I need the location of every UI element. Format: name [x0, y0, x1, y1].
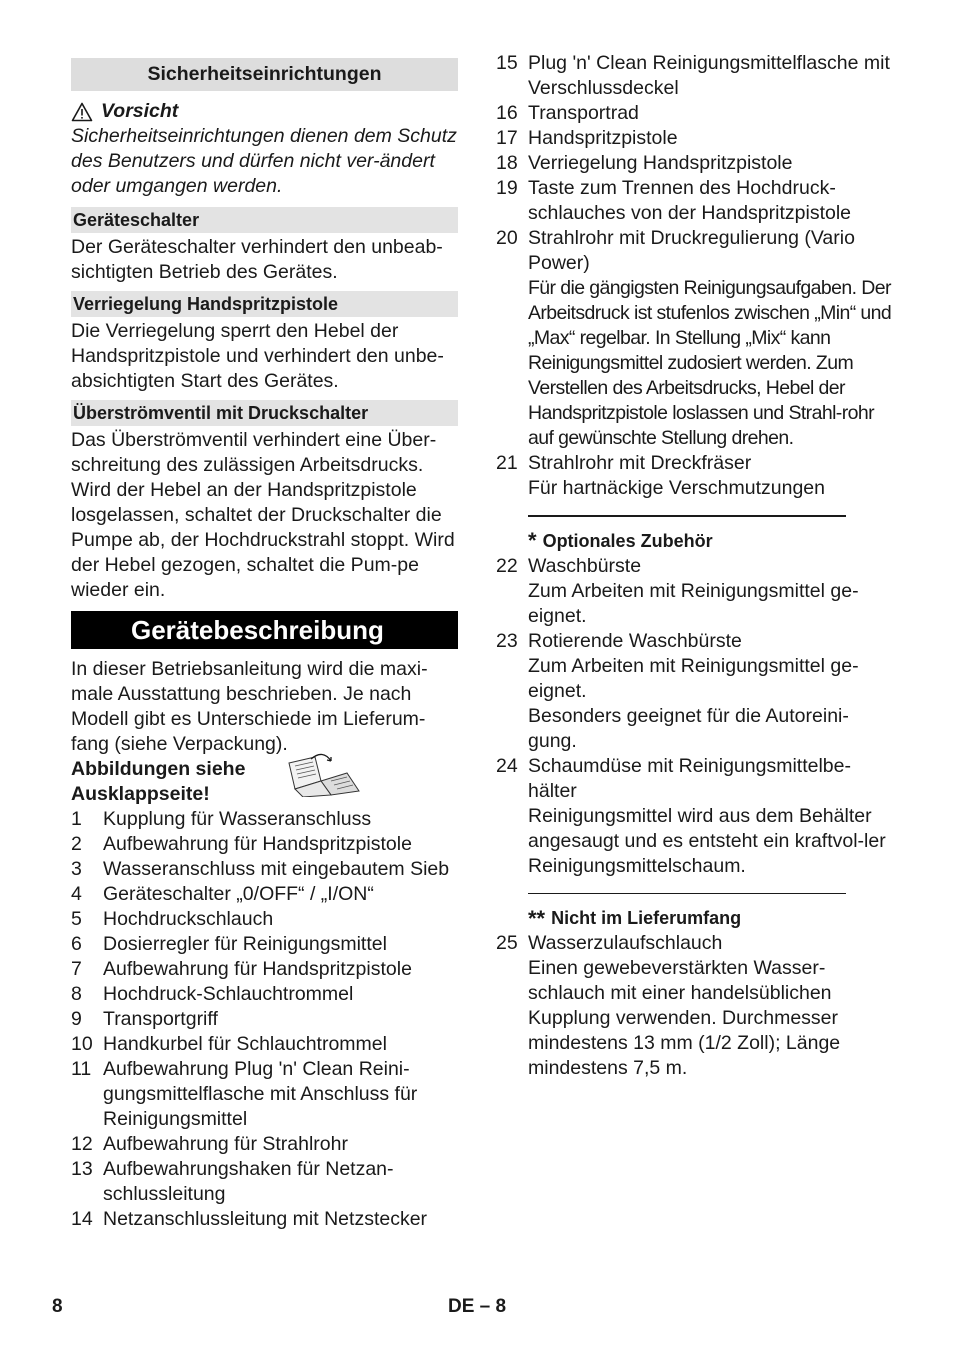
subsection-title: Geräteschalter [71, 207, 458, 233]
list-item: 15 Plug 'n' Clean Reinigungsmittelflasche mit Verschlussdeckel [496, 52, 890, 99]
description-intro: In dieser Betriebsanleitung wird die maxi-male Ausstattung beschrieben. Je nach Modell gibt es Unterschiede im Lieferum-fang (siehe Verpackung). [71, 658, 428, 755]
item-text: Kupplung für Wasseranschluss [103, 808, 372, 830]
list-item [71, 1057, 458, 1132]
subsection-title: Verriegelung Handspritzpistole [71, 291, 458, 317]
item-number: 3 [71, 858, 82, 880]
caution-heading [71, 99, 458, 124]
list-item [71, 1007, 458, 1032]
item-description: Reinigungsmittel wird aus dem Behälter angesaugt und es entsteht ein kraftvol-ler Reinigungsmittelschaum. [528, 804, 886, 877]
list-item [71, 907, 458, 932]
item-number: 11 [71, 1058, 92, 1080]
item-title: Strahlrohr mit Druckregulierung (Vario Power) [528, 227, 855, 274]
list-item [71, 882, 458, 907]
item-number: 1 [71, 808, 82, 830]
optional-accessories-title: Optionales Zubehör [542, 530, 713, 551]
optional-list [496, 554, 896, 879]
item-text: Hochdruck-Schlauchtrommel [103, 983, 354, 1005]
item-title: Strahlrohr mit Dreckfräser [528, 452, 752, 474]
divider [528, 515, 846, 517]
item-number: 2 [71, 833, 82, 855]
item-title: Rotierende Waschbürste [528, 629, 742, 652]
warning-triangle-icon [71, 102, 93, 122]
parts-list [71, 807, 458, 1232]
item-text: Aufbewahrung für Handspritzpistole [103, 958, 412, 980]
item-description-extra: Besonders geeignet für die Autoreini-gung. [528, 704, 849, 752]
caution-text: Sicherheitseinrichtungen dienen dem Schutz des Benutzers und dürfen nicht ver-ändert oder umgangen werden. [71, 125, 457, 197]
list-item: 16 Transportrad [496, 102, 639, 124]
list-item [71, 1157, 458, 1207]
item-number: 13 [71, 1158, 93, 1180]
item-description: Für die gängigsten Reinigungsaufgaben. Der Arbeitsdruck ist stufenlos zwischen „Min“ und „Max“ regelbar. In Stellung „Mix“ kann Reinigungsmittel zudosiert werden. Zum Verstellen des Arbeitsdrucks, Hebel der Handspritzpistole loslassen und Strahl-rohr auf gewünschte Stellung drehen. [528, 277, 892, 449]
list-item [71, 1132, 458, 1157]
list-item: 25 Wasserzulaufschlauch Einen gewebeverstärkten Wasser-schlauch mit einer handelsüblichen Kupplung verwenden. Durchmesser mindestens 13 mm (1/2 Zoll); Länge mindestens 7,5 m. [496, 931, 896, 1081]
subsection-text: Das Überströmventil verhindert eine Über-schreitung des zulässigen Arbeitsdrucks. Wird der Hebel an der Handspritzpistole losgelassen, schaltet der Druckschalter die Pumpe ab, der Hochdruckstrahl stoppt. Wird der Hebel gezogen, schaltet die Pum-pe wieder ein. [71, 429, 455, 601]
list-item: 21 Strahlrohr mit Dreckfräser Für hartnäckige Verschmutzungen [496, 451, 896, 501]
subsection-text: Der Geräteschalter verhindert den unbeab-sichtigten Betrieb des Gerätes. [71, 236, 443, 283]
item-text: Hochdruckschlauch [103, 908, 274, 930]
item-number: 14 [71, 1208, 93, 1230]
item-text: Transportgriff [103, 1008, 218, 1030]
item-description: Für hartnäckige Verschmutzungen [528, 477, 825, 499]
item-number: 9 [71, 1008, 82, 1030]
page-number: 8 [52, 1296, 63, 1317]
caution-label: Vorsicht [101, 100, 179, 122]
item-text: Aufbewahrung für Strahlrohr [103, 1133, 348, 1155]
subsection-title: Überströmventil mit Druckschalter [71, 400, 458, 426]
not-included-list [496, 931, 896, 1081]
item-number: 8 [71, 983, 82, 1005]
double-asterisk-icon: ** [528, 905, 546, 931]
list-item: 20 Strahlrohr mit Druckregulierung (Vario Power) Für die gängigsten Reinigungsaufgaben. Der Arbeitsdruck ist stufenlos zwischen „Min“ und „Max“ regelbar. In Stellung „Mix“ kann Reinigungsmittel zudosiert werden. Zum Verstellen des Arbeitsdrucks, Hebel der Handspritzpistole loslassen und Strahl-rohr auf gewünschte Stellung drehen. [496, 226, 896, 451]
list-item: 23 Rotierende Waschbürste Zum Arbeiten mit Reinigungsmittel ge-eignet. Besonders geeignet für die Autoreini-gung. [496, 629, 896, 754]
list-item: 17 Handspritzpistole [496, 127, 678, 149]
list-item [71, 1032, 458, 1057]
item-description: Zum Arbeiten mit Reinigungsmittel ge-eignet. [528, 654, 859, 702]
list-item: 18 Verriegelung Handspritzpistole [496, 152, 793, 174]
optional-accessories-heading [496, 529, 896, 554]
figure-note: Abbildungen siehe Ausklappseite! [71, 758, 246, 805]
section-title-safety: Sicherheitseinrichtungen [71, 58, 458, 91]
fold-out-page-icon [281, 751, 361, 797]
item-title: Waschbürste [528, 554, 642, 577]
divider [528, 893, 846, 895]
list-item: 24 Schaumdüse mit Reinigungsmittelbe-hälter Reinigungsmittel wird aus dem Behälter angesaugt und es entsteht ein kraftvol-ler Reinigungsmittelschaum. [496, 754, 896, 879]
item-text: Wasseranschluss mit eingebautem Sieb [103, 858, 450, 880]
list-item: 22 Waschbürste Zum Arbeiten mit Reinigungsmittel ge-eignet. [496, 554, 896, 629]
item-text: Aufbewahrungshaken für Netzan-schlussleitung [103, 1158, 394, 1205]
item-text: Dosierregler für Reinigungsmittel [103, 933, 387, 955]
subsection-text: Die Verriegelung sperrt den Hebel der Handspritzpistole und verhindert den unbe-absichtigten Start des Gerätes. [71, 320, 444, 392]
not-included-title: Nicht im Lieferumfang [551, 908, 742, 928]
parts-list-continued [496, 51, 896, 501]
list-item [71, 957, 458, 982]
list-item [71, 932, 458, 957]
page-label: DE – 8 [448, 1296, 507, 1317]
list-item: 19 Taste zum Trennen des Hochdruck-schlauches von der Handspritzpistole [496, 177, 852, 224]
not-included-heading [496, 906, 896, 931]
item-number: 7 [71, 958, 82, 980]
list-item [71, 857, 458, 882]
item-number: 10 [71, 1033, 93, 1055]
item-text: Netzanschlussleitung mit Netzstecker [103, 1208, 428, 1230]
list-item [71, 1207, 458, 1232]
item-number: 5 [71, 908, 82, 930]
item-text: Aufbewahrung Plug 'n' Clean Reini-gungsmittelflasche mit Anschluss für Reinigungsmittel [103, 1058, 418, 1130]
item-text: Geräteschalter „0/OFF“ / „I/ON“ [103, 883, 374, 905]
list-item [71, 982, 458, 1007]
item-number: 4 [71, 883, 82, 905]
left-column [71, 50, 458, 1232]
list-item [71, 807, 458, 832]
item-description: Einen gewebeverstärkten Wasser-schlauch mit einer handelsüblichen Kupplung verwenden. Durchmesser mindestens 13 mm (1/2 Zoll); Länge mindestens 7,5 m. [528, 957, 841, 1079]
item-text: Aufbewahrung für Handspritzpistole [103, 833, 412, 855]
chapter-title: Gerätebeschreibung [71, 611, 458, 649]
item-description: Zum Arbeiten mit Reinigungsmittel ge-eignet. [528, 579, 859, 627]
list-item [71, 832, 458, 857]
right-column [496, 51, 896, 1081]
item-title: Wasserzulaufschlauch [528, 932, 723, 954]
item-number: 6 [71, 933, 82, 955]
item-text: Handkurbel für Schlauchtrommel [103, 1033, 387, 1055]
asterisk-icon: * [528, 528, 537, 553]
item-title: Schaumdüse mit Reinigungsmittelbe-hälter [528, 754, 851, 802]
item-number: 12 [71, 1133, 93, 1155]
figure-note-row [71, 757, 458, 807]
